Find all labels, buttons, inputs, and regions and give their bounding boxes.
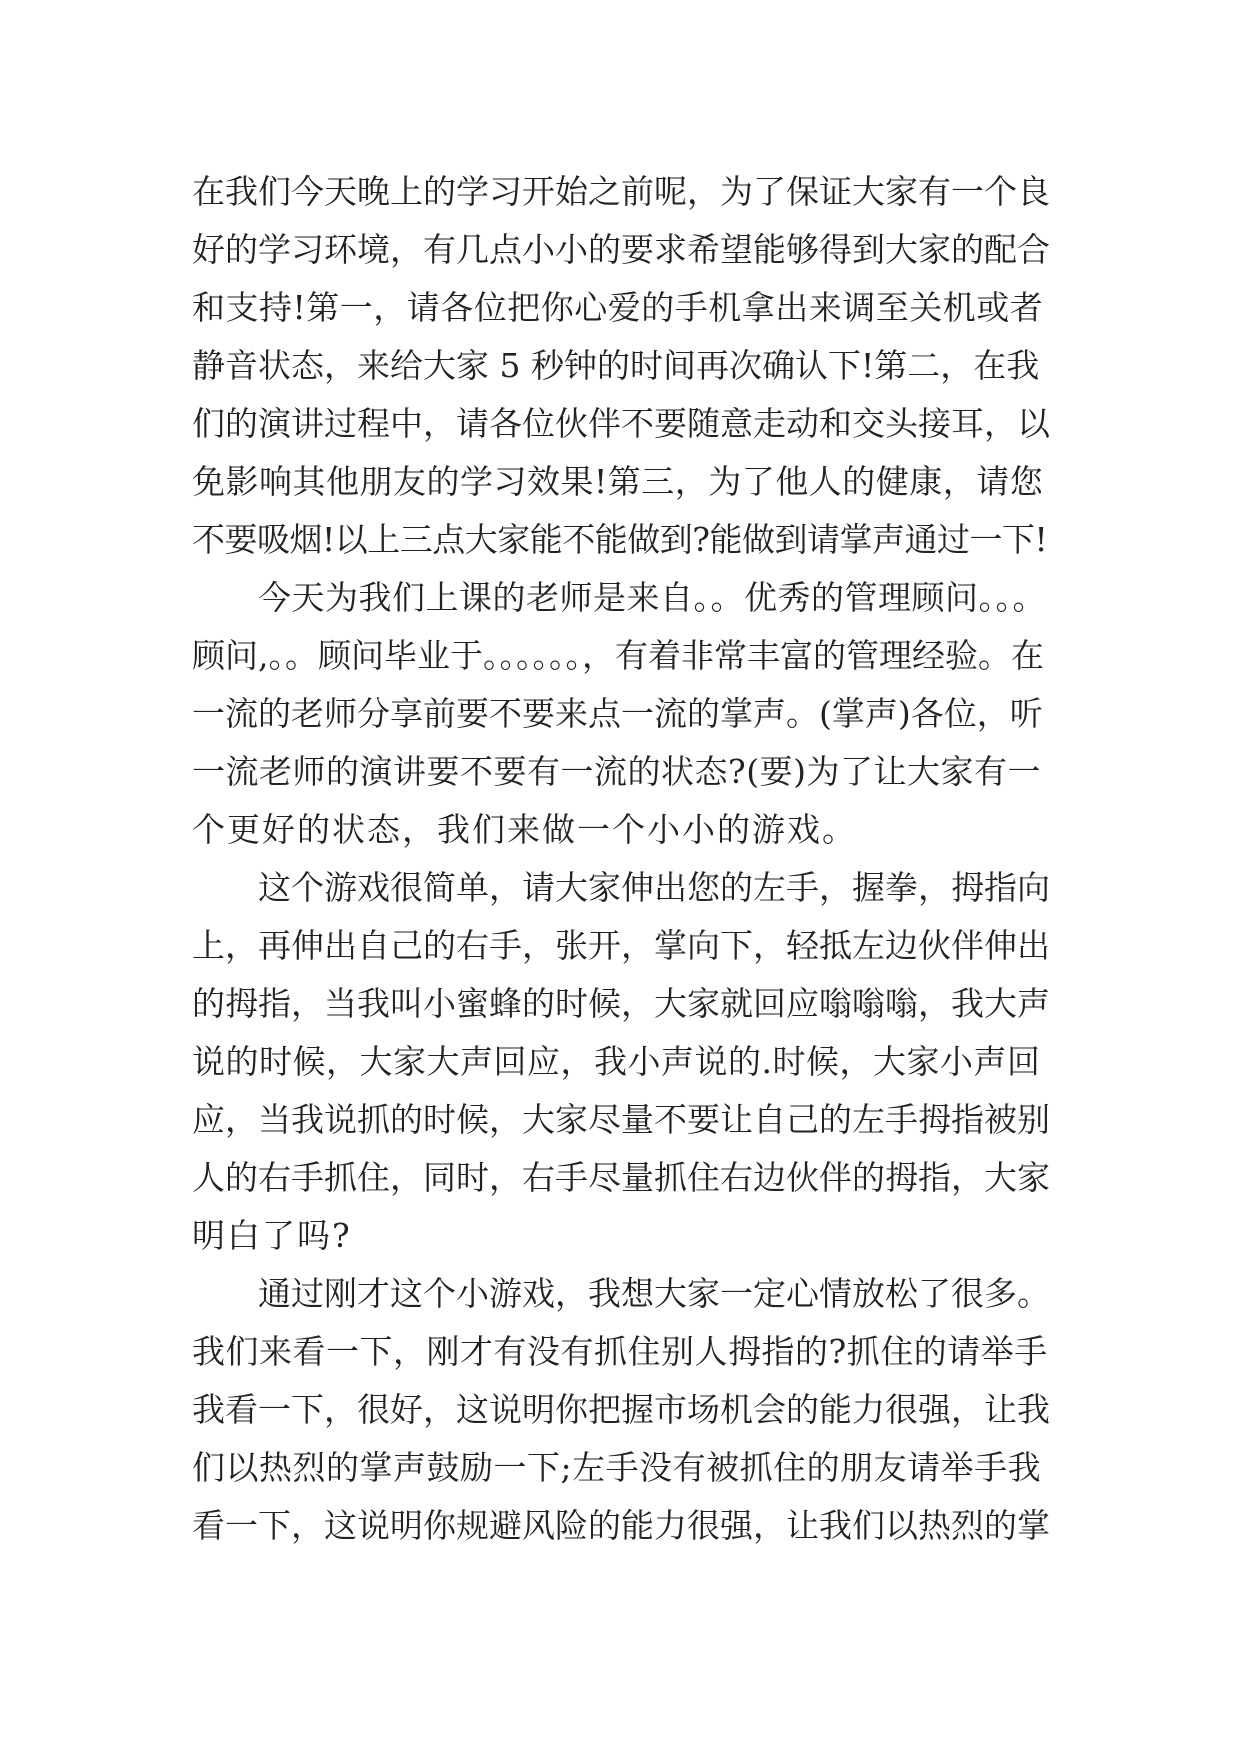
text-line: 今天为我们上课的老师是来自。。优秀的管理顾问。。。	[258, 578, 1046, 617]
text-line: 个更好的状态，我们来做一个小小的游戏。	[192, 810, 857, 849]
text-line: 们以热烈的掌声鼓励一下;左手没有被抓住的朋友请举手我	[192, 1448, 1042, 1487]
text-line: 和支持!第一，请各位把你心爱的手机拿出来调至关机或者	[192, 288, 1044, 327]
text-line: 我们来看一下，刚才有没有抓住别人拇指的?抓住的请举手	[192, 1332, 1048, 1371]
text-line: 人的右手抓住，同时，右手尽量抓住右边伙伴的拇指，大家	[192, 1158, 1050, 1197]
text-line: 上，再伸出自己的右手，张开，掌向下，轻抵左边伙伴伸出	[192, 926, 1050, 965]
text-line: 免影响其他朋友的学习效果!第三，为了他人的健康，请您	[192, 462, 1044, 501]
text-line: 静音状态，来给大家 5 秒钟的时间再次确认下!第二，在我	[192, 346, 1040, 385]
text-line: 明白了吗?	[192, 1216, 352, 1255]
text-line: 应，当我说抓的时候，大家尽量不要让自己的左手拇指被别	[192, 1100, 1050, 1139]
text-line: 这个游戏很简单，请大家伸出您的左手，握拳，拇指向	[258, 868, 1050, 907]
text-line: 通过刚才这个小游戏，我想大家一定心情放松了很多。	[258, 1274, 1050, 1313]
text-line: 在我们今天晚上的学习开始之前呢，为了保证大家有一个良	[192, 172, 1050, 211]
text-line: 我看一下，很好，这说明你把握市场机会的能力很强，让我	[192, 1390, 1050, 1429]
text-line: 好的学习环境，有几点小小的要求希望能够得到大家的配合	[192, 230, 1050, 269]
document-body	[192, 163, 1050, 1555]
text-line: 不要吸烟!以上三点大家能不能做到?能做到请掌声通过一下!	[192, 520, 1048, 559]
text-line: 们的演讲过程中，请各位伙伴不要随意走动和交头接耳，以	[192, 404, 1050, 443]
text-line: 看一下，这说明你规避风险的能力很强，让我们以热烈的掌	[192, 1506, 1050, 1545]
text-line: 一流老师的演讲要不要有一流的状态?(要)为了让大家有一	[192, 752, 1041, 791]
text-line: 一流的老师分享前要不要来点一流的掌声。(掌声)各位，听	[192, 694, 1043, 733]
text-line: 说的时候，大家大声回应，我小声说的.时候，大家小声回	[192, 1042, 1041, 1081]
text-line: 顾问,。。顾问毕业于。。。。。。，有着非常丰富的管理经验。在	[192, 636, 1044, 675]
text-line: 的拇指，当我叫小蜜蜂的时候，大家就回应嗡嗡嗡，我大声	[192, 984, 1050, 1023]
